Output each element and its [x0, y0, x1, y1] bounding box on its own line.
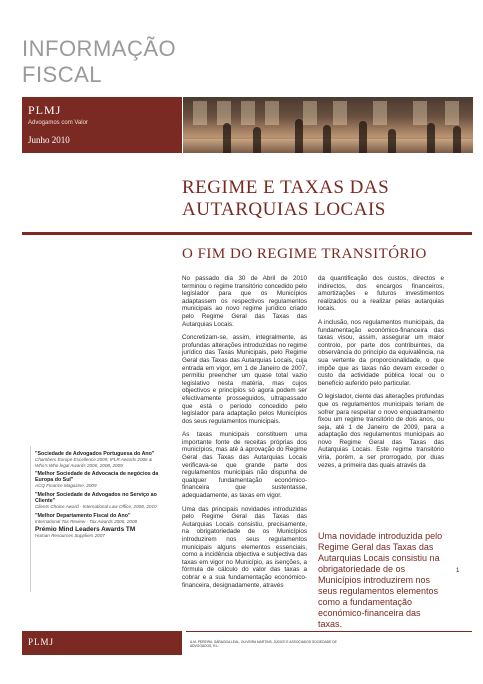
- award-source: International Tax Review - Tax Awards 2006, 2008: [35, 518, 138, 524]
- article-title: [182, 177, 472, 221]
- publication-title-line2: FISCAL: [22, 62, 103, 87]
- award-source: ACQ Finance Magazine, 2009: [35, 483, 97, 489]
- award-item: [35, 513, 165, 525]
- award-title: Prémio Mind Leaders Awards TM: [35, 526, 136, 534]
- title-divider: [22, 232, 472, 235]
- page-number: 1: [456, 568, 460, 574]
- award-item: [35, 492, 165, 510]
- footer-logo: PLMJ: [28, 637, 55, 647]
- article-title-line1: REGIME E TAXAS DAS: [182, 177, 390, 198]
- footer-firm-name: A.M. PEREIRA, SÁRAGGA LEAL, OLIVEIRA MARTINS, JÚDICE E ASSOCIADOS SOCIEDADE DE ADVOGADOS, R.L.: [190, 640, 337, 648]
- awards-divider: [30, 446, 31, 592]
- award-source: Human Resources Suppliers 2007: [35, 533, 105, 539]
- awards-list: [35, 451, 165, 542]
- paragraph: Uma das principais novidades introduzidas pelo Regime Geral das Taxas das Autarquias Locais consistiu, precisamente, na obrigatoriedade de os Municípios introduzirem nos seus regulamentos municipais alguns elementos essenciais, como a incidência objectiva e subjectiva das taxas em vigor no Município, as isenções, a fórmula de cálculo do valor das taxas a cobrar e a sua fundamentação económico-financeira, designadamente, através: [182, 505, 307, 589]
- award-title: "Melhor Departamento Fiscal do Ano": [35, 512, 131, 519]
- award-source: Clients Choice Award - International Law Office, 2008, 2010: [35, 504, 157, 510]
- paragraph: As taxas municipais constituem uma importante fonte de receitas próprias dos municípios, mas até à aprovação do Regime Geral das Taxas das Autarquias Locais verificava-se que grande parte dos regulamentos municipais não dispunha de qualquer fundamentação económico-financeira que sustentasse, adequadamente, as taxas em vigor.: [182, 431, 307, 500]
- header-photo: [183, 97, 473, 153]
- body-column-1: [182, 275, 307, 595]
- award-title: "Melhor Sociedade de Advogados no Serviço ao Cliente": [35, 491, 157, 505]
- award-item: [35, 527, 165, 539]
- pull-quote: Uma novidade introduzida pelo Regime Geral das Taxas das Autarquias Locais consistiu na obrigatoriedade de os Municípios introduzirem nos seus regulamentos elementos como a fundamentação económico-financeira das taxas.: [318, 531, 443, 629]
- brand-tagline: Advogamos com Valor: [28, 120, 88, 126]
- issue-date: Junho 2010: [28, 135, 70, 145]
- paragraph: da quantificação dos custos, directos e indirectos, dos encargos financeiros, amortizações e futuros investimentos realizados ou a realizar pelas autarquias locais.: [318, 275, 444, 313]
- article-title-line2: AUTARQUIAS LOCAIS: [182, 199, 386, 220]
- award-item: [35, 451, 165, 468]
- body-column-2: [318, 275, 444, 475]
- paragraph: Concretizam-se, assim, integralmente, as profundas alterações introduzidas no regime jurídico das Taxas Municipais, pelo Regime Geral das Taxas das Autarquias Locais, cuja entrada em vigor, em 1 de Janeiro de 2007, permitiu preencher um quase total vazio legislativo nesta matéria, mas cujos objectivos e princípios só agora podem ser efectivamente prosseguidos, ultrapassado que está o período concedido pelo legislador para adaptação pelos Municípios dos seus regulamentos municipais.: [182, 334, 307, 425]
- award-item: [35, 471, 165, 489]
- publication-title: [22, 36, 202, 88]
- article-subtitle: O FIM DO REGIME TRANSITÓRIO: [182, 246, 427, 262]
- award-source: Chambers Europe Excellence 2009, IFLR Awards 2006 & Who's Who legal Awards 2006, 2008, 2009: [35, 457, 152, 468]
- paragraph: A inclusão, nos regulamentos municipais, da fundamentação económico-financeira das taxas visou, assim, assegurar um maior controlo, por parte dos contribuintes, da observância do princípio da equivalência, na sua vertente da proporcionalidade, o que impõe que as taxas não devam exceder o custo da actividade pública local ou o benefício auferido pelo particular.: [318, 318, 444, 387]
- award-title: "Melhor Sociedade de Advocacia de negócios da Europa do Sul": [35, 471, 159, 484]
- paragraph: O legislador, ciente das alterações profundas que os regulamentos municipais teriam de sofrer para respeitar o novo enquadramento fixou um regime transitório de dois anos, ou seja, até 1 de Janeiro de 2009, para a adaptação dos regulamentos municipais ao novo Regime Geral das Taxas das Autarquias Locais. Este regime transitório viria, porém, a ser prorrogado, por duas vezes, a primeira das quais através da: [318, 393, 445, 469]
- publication-title-line1: INFORMAÇÃO: [22, 36, 177, 61]
- paragraph: No passado dia 30 de Abril de 2010 terminou o regime transitório concedido pelo legislador para que os Municípios adaptassem os respectivos regulamentos municipais ao novo regime jurídico criado pelo Regime Geral das Taxas das Autarquias Locais.: [182, 275, 307, 328]
- award-title: "Sociedade de Advogados Portuguesa do Ano": [35, 451, 155, 457]
- brand-logo: PLMJ: [28, 103, 62, 117]
